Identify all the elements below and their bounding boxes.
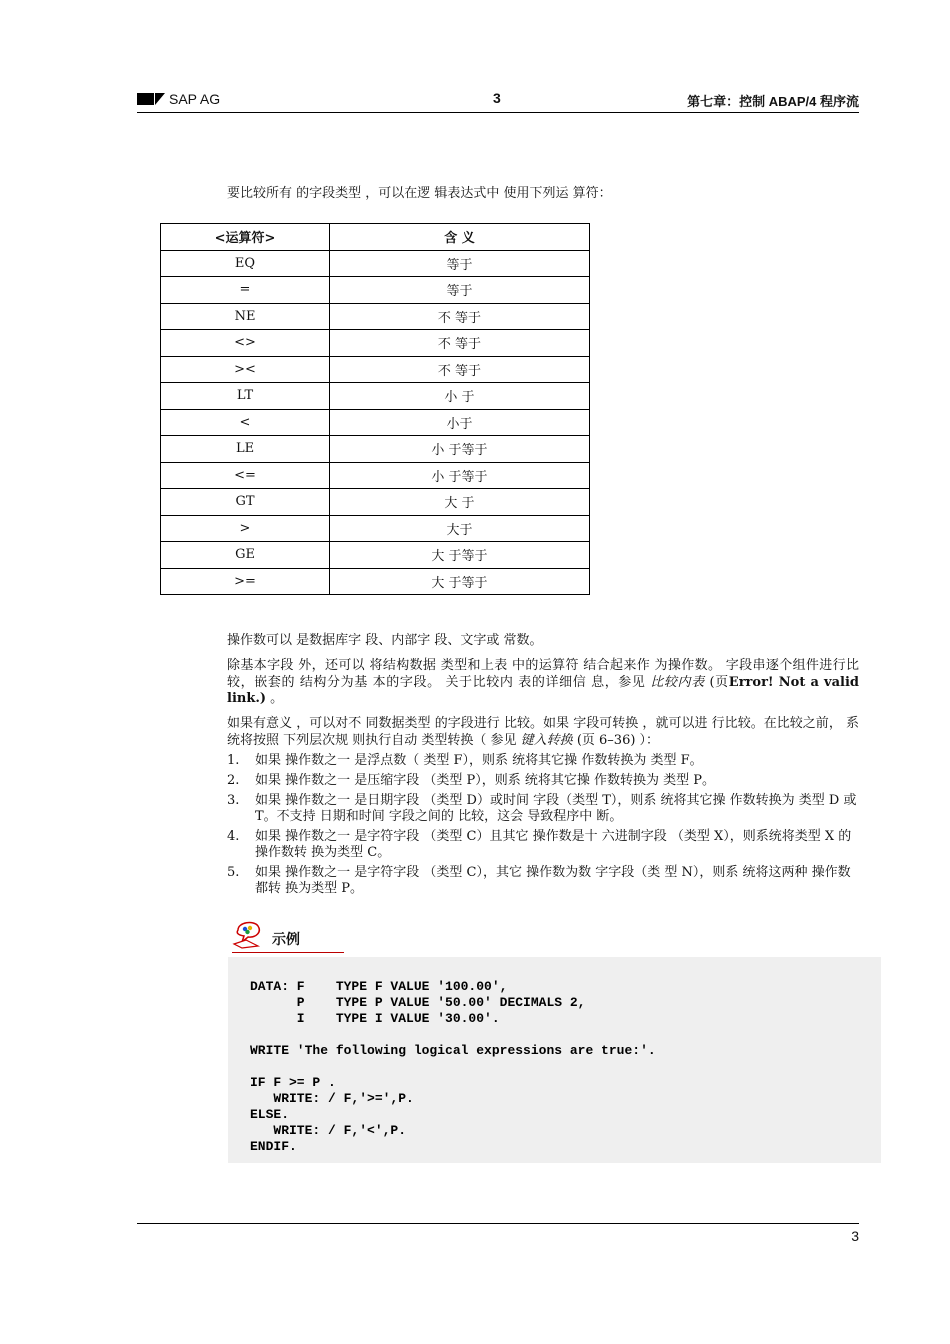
meaning-cell: 不 等于 bbox=[330, 330, 590, 357]
list-item bbox=[227, 793, 859, 825]
meaning-cell: 小 于等于 bbox=[330, 462, 590, 489]
table-row bbox=[161, 436, 590, 463]
list-number: 4. bbox=[227, 829, 240, 844]
code-text: DATA: F TYPE F VALUE '100.00', P TYPE P VALUE '50.00' DECIMALS 2, I TYPE I VALUE '30.00'. WRITE 'The following logical expressions are true:'. IF F >= P . WRITE: / F,'>=',P. ELSE. WRITE: / F,'<',P. ENDIF. bbox=[250, 979, 656, 1154]
paragraph-operands: 操作数可以 是数据库字 段、内部字 段、文字或 常数。 bbox=[227, 633, 543, 648]
column-header-operator: <运算符> bbox=[161, 224, 330, 251]
error-link-text: Error! Not a valid link.) bbox=[227, 674, 859, 706]
list-number: 2. bbox=[227, 773, 240, 788]
cross-reference-link[interactable]: 键入转换 bbox=[520, 732, 573, 748]
paragraph-text: (页 bbox=[704, 674, 729, 690]
page-header bbox=[137, 88, 859, 113]
operator-table bbox=[160, 223, 590, 595]
meaning-cell: 等于 bbox=[330, 277, 590, 304]
example-heading bbox=[232, 920, 344, 953]
company-logo bbox=[137, 91, 220, 107]
operator-cell: < bbox=[161, 409, 330, 436]
page-footer bbox=[137, 1223, 859, 1244]
meaning-cell: 大 于 bbox=[330, 489, 590, 516]
list-item bbox=[227, 773, 859, 789]
example-icon bbox=[232, 920, 268, 950]
cross-reference-link[interactable]: 比较内表 bbox=[650, 674, 705, 690]
meaning-cell: 大 于等于 bbox=[330, 568, 590, 595]
table-row bbox=[161, 515, 590, 542]
operator-cell: <= bbox=[161, 462, 330, 489]
operator-cell: >< bbox=[161, 356, 330, 383]
meaning-cell: 小 于等于 bbox=[330, 436, 590, 463]
code-block bbox=[228, 957, 881, 1163]
table-header-row bbox=[161, 224, 590, 251]
operator-cell: GT bbox=[161, 489, 330, 516]
table-row bbox=[161, 409, 590, 436]
table-row bbox=[161, 356, 590, 383]
table-row bbox=[161, 277, 590, 304]
operator-cell: NE bbox=[161, 303, 330, 330]
table-row bbox=[161, 330, 590, 357]
list-item bbox=[227, 829, 859, 861]
operator-cell: > bbox=[161, 515, 330, 542]
operator-cell: = bbox=[161, 277, 330, 304]
table-row bbox=[161, 568, 590, 595]
list-text: 如果 操作数之一 是日期字段 （类型 D）或时间 字段（类型 T），则系 统将其它操 作数转换为 类型 D 或 T。不支持 日期和时间 字段之间的 比较，这会 导致程序中 断。 bbox=[255, 793, 857, 824]
chapter-title: 第七章：控制 ABAP/4 程序流 bbox=[687, 94, 859, 109]
meaning-cell: 大于 bbox=[330, 515, 590, 542]
table-row bbox=[161, 462, 590, 489]
paragraph-text: 除基本字段 外，还可以 将结构数据 类型和上表 中的运算符 结合起来作 为操作数。 字段串逐个组件进行比 较，嵌套的 结构分为基 本的字段。 关于比较内 表的详细信 息，参见 bbox=[227, 658, 859, 690]
list-text: 如果 操作数之一 是字符字段 （类型 C），其它 操作数为数 字字段（类 型 N），则系 统将这两种 操作数都转 换为类型 P。 bbox=[255, 865, 851, 896]
paragraph-text: (页 6–36) ）： bbox=[572, 732, 660, 748]
paragraph-text: 。 bbox=[266, 691, 284, 706]
list-number: 5. bbox=[227, 865, 240, 880]
operator-cell: <> bbox=[161, 330, 330, 357]
operator-cell: EQ bbox=[161, 250, 330, 277]
list-item bbox=[227, 865, 859, 897]
list-text: 如果 操作数之一 是浮点数（ 类型 F），则系 统将其它操 作数转换为 类型 F。 bbox=[255, 753, 703, 768]
table-row bbox=[161, 489, 590, 516]
footer-page-number: 3 bbox=[851, 1228, 859, 1244]
table-row bbox=[161, 383, 590, 410]
list-text: 如果 操作数之一 是压缩字段 （类型 P），则系 统将其它操 作数转换为 类型 P。 bbox=[255, 773, 716, 788]
paragraph-conversion bbox=[227, 716, 859, 749]
operator-cell: LT bbox=[161, 383, 330, 410]
list-number: 1. bbox=[227, 753, 240, 768]
list-item bbox=[227, 753, 859, 769]
example-label: 示例 bbox=[272, 932, 300, 948]
company-name: SAP AG bbox=[169, 91, 221, 107]
operator-cell: LE bbox=[161, 436, 330, 463]
operator-cell: >= bbox=[161, 568, 330, 595]
meaning-cell: 不 等于 bbox=[330, 303, 590, 330]
list-number: 3. bbox=[227, 793, 240, 808]
meaning-cell: 不 等于 bbox=[330, 356, 590, 383]
table-row bbox=[161, 303, 590, 330]
meaning-cell: 小 于 bbox=[330, 383, 590, 410]
table-row bbox=[161, 542, 590, 569]
paragraph-structures bbox=[227, 658, 859, 708]
conversion-rules-list bbox=[227, 753, 859, 901]
list-text: 如果 操作数之一 是字符字段 （类型 C）且其它 操作数是十 六进制字段 （类型 X），则系统将类型 X 的操作数转 换为类型 C。 bbox=[255, 829, 852, 860]
column-header-meaning: 含 义 bbox=[330, 224, 590, 251]
meaning-cell: 等于 bbox=[330, 250, 590, 277]
intro-text: 要比较所有 的字段类型 ，可以在逻 辑表达式中 使用下列运 算符： bbox=[227, 186, 612, 201]
meaning-cell: 小于 bbox=[330, 409, 590, 436]
paragraph-text: 如果有意义 ，可以对不 同数据类型 的字段进行 比较。如果 字段可转换 ，就可以进 行比较。在比较之前， 系统将按照 下列层次规 则执行自动 类型转换（ 参见 bbox=[227, 716, 859, 748]
header-page-number: 3 bbox=[493, 90, 501, 106]
meaning-cell: 大 于等于 bbox=[330, 542, 590, 569]
sap-logo-icon bbox=[137, 92, 165, 105]
operator-cell: GE bbox=[161, 542, 330, 569]
table-row bbox=[161, 250, 590, 277]
